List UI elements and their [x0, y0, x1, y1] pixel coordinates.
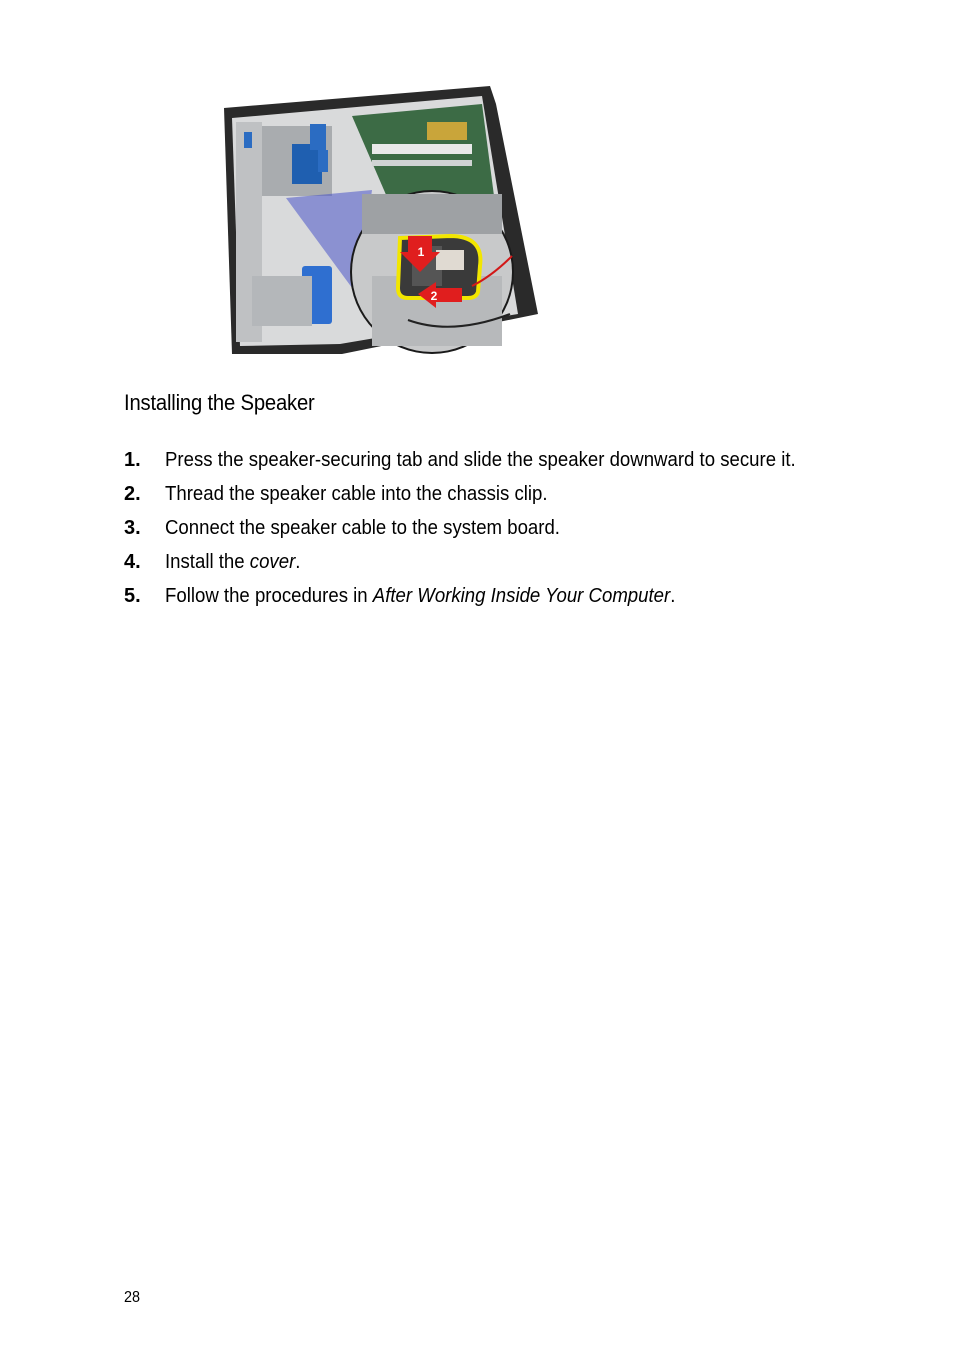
step-text-suffix: . [670, 585, 676, 607]
step-text: Thread the speaker cable into the chassis clip. [165, 483, 548, 505]
step-number: 4. [124, 551, 141, 573]
step-text-prefix: Install the [165, 551, 250, 573]
step-text [165, 548, 853, 576]
callout-2: 2 [430, 289, 438, 303]
step-item [124, 446, 854, 474]
after-working-link[interactable]: After Working Inside Your Computer [372, 585, 671, 607]
step-item [124, 480, 854, 508]
callout-1: 1 [417, 245, 425, 259]
step-number: 1. [124, 449, 141, 471]
speaker-installation-figure [222, 86, 540, 358]
step-number: 2. [124, 483, 141, 505]
section-title: Installing the Speaker [124, 390, 315, 415]
cover-link[interactable]: cover [249, 551, 296, 573]
installation-steps [124, 446, 854, 616]
step-text-prefix: Follow the procedures in [165, 585, 373, 607]
step-number: 3. [124, 517, 141, 539]
step-item [124, 548, 854, 576]
step-item [124, 582, 854, 610]
step-text-suffix: . [295, 551, 301, 573]
step-number: 5. [124, 585, 141, 607]
page-number: 28 [124, 1289, 141, 1306]
step-text: Press the speaker-securing tab and slide the speaker downward to secure it. [165, 449, 796, 471]
step-text: Connect the speaker cable to the system board. [165, 517, 560, 539]
step-item [124, 514, 854, 542]
step-text [165, 582, 853, 610]
